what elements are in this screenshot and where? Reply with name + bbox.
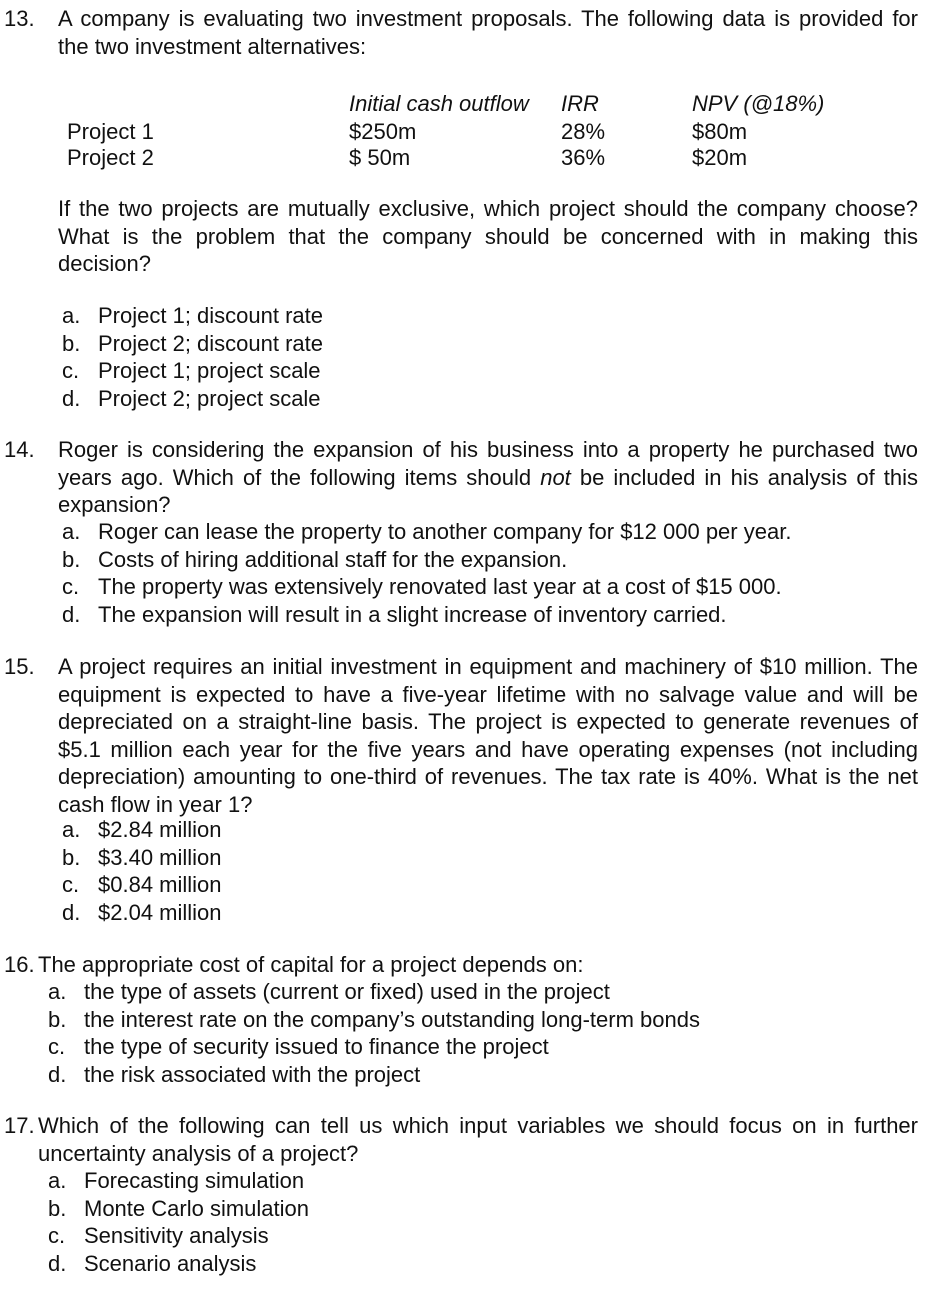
option-b[interactable]: [62, 330, 922, 358]
option-list: [48, 1167, 908, 1277]
option-text: the risk associated with the project: [84, 1061, 421, 1087]
option-list: [62, 518, 922, 628]
table-cell: $80m: [692, 119, 748, 144]
option-list: [62, 302, 922, 412]
option-letter: d.: [62, 899, 81, 925]
option-text: Monte Carlo simulation: [84, 1195, 309, 1221]
option-list: [62, 816, 922, 926]
option-d[interactable]: [62, 601, 922, 629]
option-letter: a.: [62, 303, 81, 328]
option-a[interactable]: [62, 518, 922, 546]
stem-text: Roger is considering the expansion of his business into a property he purchased two years ago. Which of the following items should: [58, 437, 918, 490]
question-stem: A project requires an initial investment in equipment and machinery of $10 million. The equipment is expected to have a five-year lifetime with no salvage value and will be depreciated on a straight-line basis. The project is expected to generate revenues of $5.1 million each year for the five years and have operating expenses (not including depreciation) amounting to one-third of revenues. The tax rate is 40%. What is the net cash flow in year 1?: [58, 654, 918, 817]
table-header-cash-outflow: Initial cash outflow: [349, 91, 529, 116]
table-cell: Project 2: [67, 145, 154, 170]
option-c[interactable]: [62, 573, 922, 601]
table-cell: Project 1: [67, 119, 154, 144]
option-text: $2.84 million: [98, 817, 222, 842]
question-followup: If the two projects are mutually exclusive, which project should the company choose? What is the problem that the company should be concerned with in making this decision?: [58, 196, 918, 276]
table-cell: $20m: [692, 145, 748, 170]
option-text: Roger can lease the property to another company for $12 000 per year.: [98, 519, 792, 544]
option-text: $2.04 million: [98, 899, 222, 925]
option-b[interactable]: [62, 844, 922, 872]
option-letter: d.: [62, 601, 81, 627]
option-letter: c.: [48, 1034, 66, 1059]
option-c[interactable]: [48, 1222, 908, 1250]
option-letter: a.: [62, 817, 81, 842]
table-header-npv: NPV (@18%): [692, 91, 825, 116]
question-number: 16.: [4, 952, 35, 977]
option-letter: c.: [62, 574, 80, 599]
option-d[interactable]: [62, 899, 922, 927]
option-d[interactable]: [62, 385, 922, 413]
option-text: the type of assets (current or fixed) used in the project: [84, 979, 610, 1004]
question-stem: Which of the following can tell us which input variables we should focus on in further uncertainty analysis of a project?: [38, 1113, 918, 1166]
question-stem: The appropriate cost of capital for a project depends on:: [38, 952, 584, 977]
table-cell: $ 50m: [349, 145, 411, 170]
question-number: 17.: [4, 1113, 35, 1138]
stem-emphasis: not: [540, 464, 571, 490]
option-letter: d.: [48, 1061, 67, 1087]
question-number: 15.: [4, 654, 35, 679]
option-text: The property was extensively renovated last year at a cost of $15 000.: [98, 574, 782, 599]
option-d[interactable]: [48, 1061, 908, 1089]
option-letter: d.: [62, 385, 81, 411]
option-a[interactable]: [62, 816, 922, 844]
option-letter: a.: [48, 979, 67, 1004]
option-b[interactable]: [48, 1006, 908, 1034]
option-letter: a.: [48, 1168, 67, 1193]
option-letter: c.: [62, 358, 80, 383]
option-c[interactable]: [48, 1033, 908, 1061]
option-letter: b.: [62, 330, 81, 356]
table-header-irr: IRR: [561, 91, 599, 116]
option-text: Sensitivity analysis: [84, 1223, 269, 1248]
option-text: $0.84 million: [98, 872, 222, 897]
question-number: 13.: [4, 6, 35, 31]
option-letter: b.: [48, 1006, 67, 1032]
option-text: the interest rate on the company’s outstanding long-term bonds: [84, 1006, 700, 1032]
option-text: Forecasting simulation: [84, 1168, 305, 1193]
option-text: $3.40 million: [98, 844, 222, 870]
option-b[interactable]: [62, 546, 922, 574]
option-c[interactable]: [62, 357, 922, 385]
option-text: Scenario analysis: [84, 1250, 257, 1276]
table-cell: 28%: [561, 119, 606, 144]
option-text: Costs of hiring additional staff for the expansion.: [98, 546, 568, 572]
option-letter: c.: [48, 1223, 66, 1248]
option-d[interactable]: [48, 1250, 908, 1278]
data-table: [0, 90, 934, 174]
option-text: The expansion will result in a slight increase of inventory carried.: [98, 601, 727, 627]
option-letter: b.: [62, 844, 81, 870]
option-c[interactable]: [62, 871, 922, 899]
option-text: Project 2; discount rate: [98, 330, 324, 356]
question-number: 14.: [4, 437, 35, 462]
option-text: Project 1; project scale: [98, 358, 321, 383]
option-letter: b.: [48, 1195, 67, 1221]
question-stem: [58, 436, 918, 519]
question-stem: A company is evaluating two investment proposals. The following data is provided for the two investment alternatives:: [58, 6, 918, 59]
option-letter: c.: [62, 872, 80, 897]
option-text: Project 1; discount rate: [98, 303, 324, 328]
stem-text: be included in his analysis of this expansion?: [58, 464, 918, 517]
table-cell: $250m: [349, 119, 417, 144]
option-a[interactable]: [48, 978, 908, 1006]
table-cell: 36%: [561, 145, 606, 170]
option-letter: b.: [62, 546, 81, 572]
option-a[interactable]: [62, 302, 922, 330]
option-list: [48, 978, 908, 1088]
option-letter: a.: [62, 519, 81, 544]
option-letter: d.: [48, 1250, 67, 1276]
option-a[interactable]: [48, 1167, 908, 1195]
option-text: Project 2; project scale: [98, 385, 321, 411]
option-b[interactable]: [48, 1195, 908, 1223]
option-text: the type of security issued to finance the project: [84, 1034, 549, 1059]
